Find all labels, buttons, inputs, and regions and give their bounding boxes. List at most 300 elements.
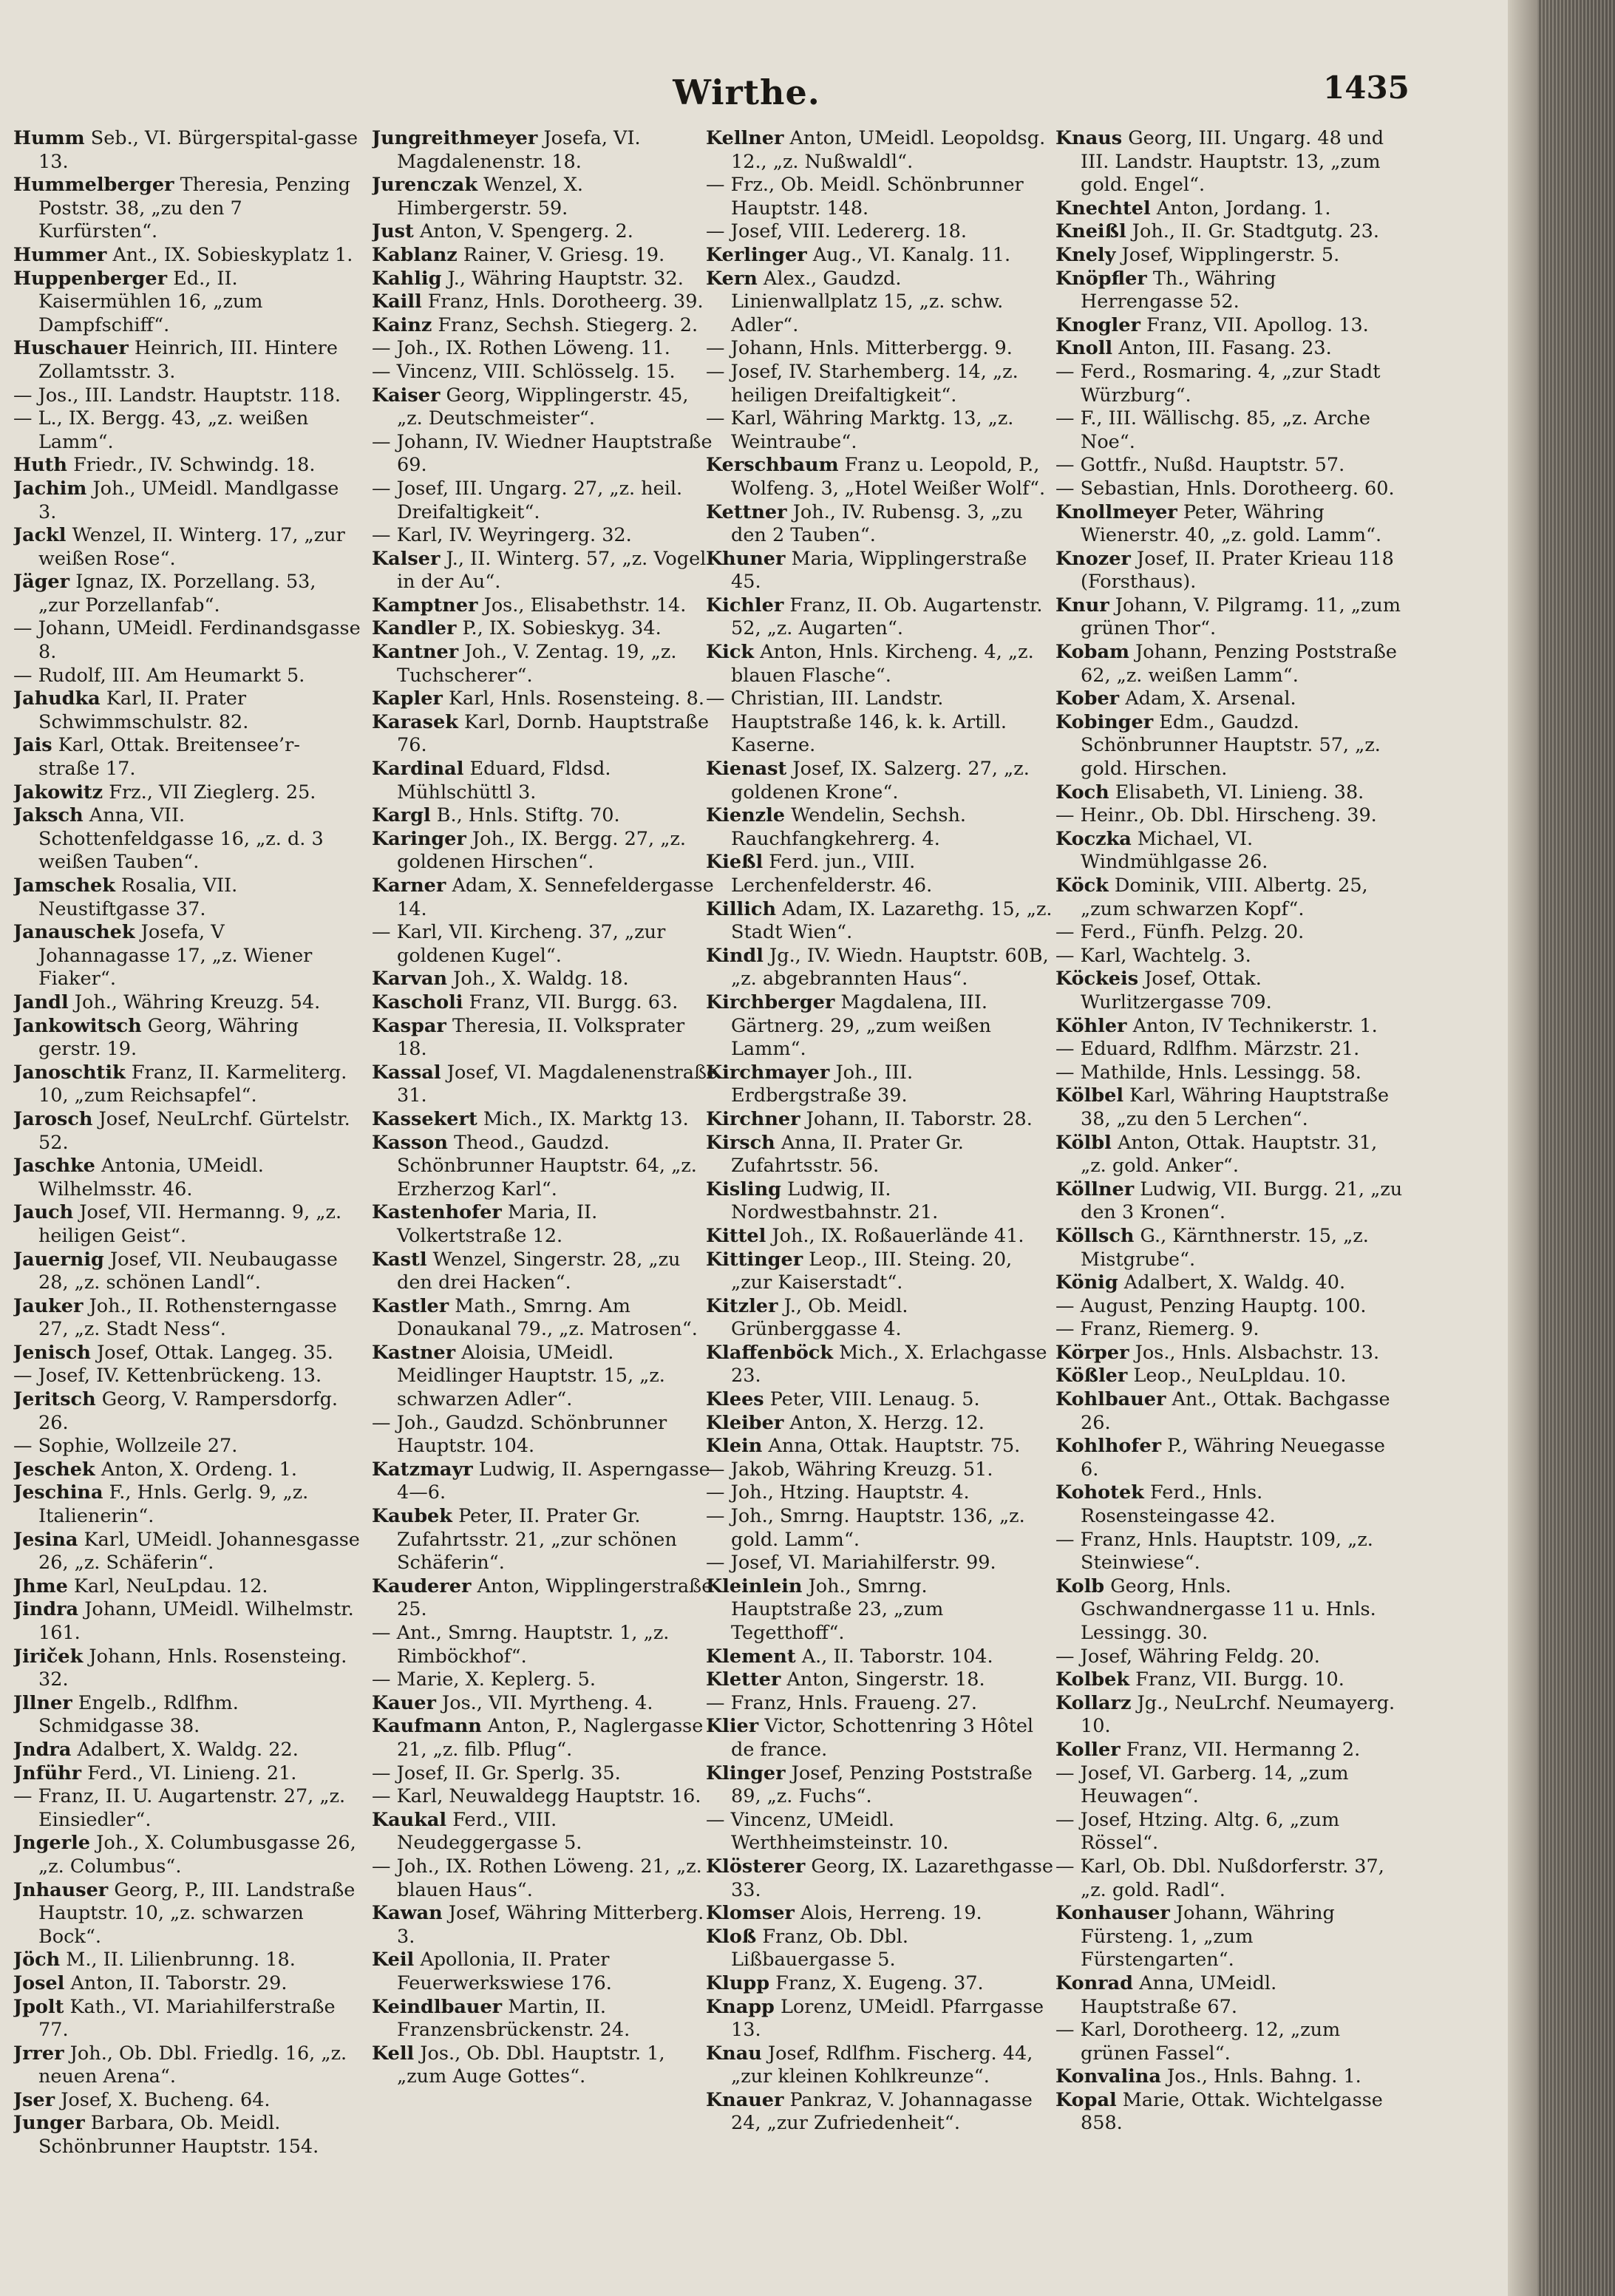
- entry-name: Kolb: [1055, 1575, 1105, 1597]
- directory-entry: [372, 1412, 719, 1458]
- entry-name: Jandl: [13, 991, 69, 1013]
- entry-details: Alex., Gaudzd. Linienwallplatz 15, „z. schw. Adler“.: [731, 267, 1004, 336]
- directory-entry: [1055, 1575, 1403, 1645]
- entry-name: Kittinger: [706, 1248, 803, 1271]
- entry-details: Mich., IX. Marktg 13.: [483, 1107, 689, 1130]
- entry-details: Wenzel, Singerstr. 28, „zu den drei Hacken“.: [397, 1248, 681, 1294]
- entry-details: M., II. Lilienbrunng. 18.: [66, 1949, 296, 1971]
- entry-details: Anton, P., Naglergasse 21, „z. filb. Pflug“.: [397, 1715, 704, 1761]
- entry-details: — Johann, Hnls. Mitterbergg. 9.: [706, 337, 1013, 360]
- entry-details: Karl, Ottak. Breitensee’r-straße 17.: [38, 734, 300, 781]
- entry-details: Anton, Ottak. Hauptstr. 31, „z. gold. Anker“.: [1081, 1131, 1378, 1178]
- directory-entry: [706, 1855, 1053, 1902]
- entry-name: Kirsch: [706, 1131, 775, 1154]
- entry-details: — Karl, Währing Marktg. 13, „z. Weintraube“.: [706, 407, 1014, 453]
- entry-name: Jauernig: [13, 1248, 104, 1271]
- entry-name: Jngerle: [13, 1832, 91, 1855]
- entry-details: Ludwig, II. Nordwestbahnstr. 21.: [731, 1178, 939, 1224]
- entry-name: Huth: [13, 454, 67, 477]
- directory-entry: [372, 361, 719, 384]
- directory-entry: [13, 1598, 361, 1645]
- entry-details: Johann, Währing Fürsteng. 1, „zum Fürstengarten“.: [1081, 1902, 1335, 1971]
- entry-details: B., Hnls. Stiftg. 70.: [436, 804, 620, 827]
- entry-details: Ferd. jun., VIII. Lerchenfelderstr. 46.: [731, 851, 933, 897]
- entry-details: — Eduard, Rdlfhm. Märzstr. 21.: [1055, 1038, 1360, 1061]
- entry-name: Jurenczak: [372, 174, 478, 197]
- directory-entry: [13, 2112, 361, 2159]
- directory-entry: [372, 1855, 719, 1902]
- entry-details: Jos., VII. Myrtheng. 4.: [442, 1691, 653, 1714]
- entry-details: Ant., IX. Sobieskyplatz 1.: [112, 243, 353, 266]
- entry-details: Antonia, UMeidl. Wilhelmsstr. 46.: [38, 1155, 264, 1200]
- entry-name: König: [1055, 1271, 1118, 1294]
- entry-details: Joh., Smrng. Hauptstraße 23, „zum Tegetthoff“.: [731, 1575, 944, 1644]
- entry-details: Joh., Ob. Dbl. Friedlg. 16, „z. neuen Arena“.: [38, 2042, 347, 2088]
- entry-name: Kalser: [372, 547, 441, 570]
- entry-details: — Josef, VI. Mariahilferstr. 99.: [706, 1552, 996, 1575]
- entry-name: Kaill: [372, 291, 422, 313]
- directory-entry: [13, 384, 361, 408]
- entry-name: Kardinal: [372, 758, 464, 781]
- entry-details: Joh., II. Gr. Stadtgutg. 23.: [1132, 220, 1380, 243]
- entry-name: Kern: [706, 267, 758, 290]
- entry-name: Jais: [13, 734, 52, 757]
- entry-details: Theresia, II. Volksprater 18.: [397, 1014, 685, 1061]
- entry-details: Joh., UMeidl. Mandlgasse 3.: [38, 477, 339, 523]
- entry-name: Jahudka: [13, 687, 101, 710]
- entry-name: Karasek: [372, 710, 458, 733]
- directory-entry: [706, 501, 1053, 548]
- entry-details: Lorenz, UMeidl. Pfarrgasse 13.: [731, 1995, 1044, 2042]
- entry-name: Jnführ: [13, 1762, 82, 1784]
- entry-details: — Vincenz, VIII. Schlösselg. 15.: [372, 360, 676, 383]
- entry-details: Adam, IX. Lazarethg. 15, „z. Stadt Wien“.: [731, 897, 1053, 944]
- directory-entry: [13, 1062, 361, 1108]
- entry-details: — Mathilde, Hnls. Lessingg. 58.: [1055, 1061, 1361, 1084]
- entry-name: Huschauer: [13, 337, 129, 360]
- entry-details: Joh., Währing Kreuzg. 54.: [74, 991, 321, 1013]
- entry-name: Knauer: [706, 2088, 784, 2111]
- entry-name: Köckeis: [1055, 968, 1139, 991]
- directory-entry: [1055, 1645, 1403, 1669]
- entry-details: Anton, III. Fasang. 23.: [1118, 337, 1332, 360]
- entry-details: Anton, Hnls. Kircheng. 4, „z. blauen Flasche“.: [731, 641, 1034, 687]
- entry-name: Kaufmann: [372, 1715, 482, 1738]
- entry-details: Franz u. Leopold, P., Wolfeng. 3, „Hotel Weißer Wolf“.: [731, 454, 1046, 500]
- entry-name: Jamschek: [13, 874, 115, 897]
- entry-name: Kerlinger: [706, 243, 807, 266]
- entry-details: Josefa, V Johannagasse 17, „z. Wiener Fiaker“.: [38, 921, 313, 991]
- entry-details: — Jos., III. Landstr. Hauptstr. 118.: [13, 384, 341, 407]
- directory-entry: [706, 2042, 1053, 2089]
- entry-name: Klaffenböck: [706, 1341, 834, 1364]
- column-4: [1055, 127, 1403, 2271]
- entry-name: Janoschtik: [13, 1061, 126, 1084]
- directory-entry: [1055, 641, 1403, 687]
- entry-name: Kaiser: [372, 384, 441, 407]
- entry-name: Kindl: [706, 944, 764, 967]
- entry-name: Jankowitsch: [13, 1014, 142, 1037]
- entry-name: Jeritsch: [13, 1388, 96, 1411]
- directory-entry: [372, 1622, 719, 1668]
- entry-name: Kießl: [706, 851, 764, 874]
- directory-entry: [372, 687, 719, 711]
- entry-details: F., Hnls. Gerlg. 9, „z. Italienerin“.: [38, 1481, 309, 1528]
- entry-details: Anton, X. Ordeng. 1.: [101, 1458, 297, 1481]
- entry-details: Wenzel, X. Himbergerstr. 59.: [397, 174, 583, 220]
- directory-entry: [13, 921, 361, 991]
- entry-details: Johann, Penzing Poststraße 62, „z. weißen Lamm“.: [1081, 641, 1397, 687]
- entry-name: Koczka: [1055, 827, 1132, 850]
- entry-details: Th., Währing Herrengasse 52.: [1081, 267, 1276, 313]
- entry-details: Franz, X. Eugeng. 37.: [775, 1971, 984, 1994]
- directory-entry: [706, 641, 1053, 687]
- directory-entry: [13, 454, 361, 478]
- directory-entry: [706, 1435, 1053, 1458]
- directory-entry: [1055, 268, 1403, 314]
- entry-name: Kargl: [372, 804, 431, 827]
- entry-name: Körper: [1055, 1341, 1129, 1364]
- entry-name: Kainz: [372, 313, 432, 336]
- entry-name: Köllner: [1055, 1178, 1135, 1200]
- entry-details: Ludwig, VII. Burgg. 21, „zu den 3 Kronen“.: [1081, 1178, 1403, 1224]
- entry-details: Peter, II. Prater Gr. Zufahrtsstr. 21, „zur schönen Schäferin“.: [397, 1505, 677, 1575]
- entry-details: Engelb., Rdlfhm. Schmidgasse 38.: [38, 1691, 239, 1738]
- directory-entry: [706, 1225, 1053, 1249]
- entry-details: Josef, Ottak. Langeg. 35.: [97, 1341, 333, 1364]
- entry-name: Kobinger: [1055, 710, 1154, 733]
- entry-details: Anton, Jordang. 1.: [1156, 197, 1331, 220]
- entry-name: Jeschina: [13, 1481, 103, 1504]
- entry-name: Jöch: [13, 1949, 61, 1971]
- directory-entry: [1055, 244, 1403, 268]
- entry-details: Josef, Währing Mitterberg. 3.: [397, 1902, 704, 1948]
- entry-name: Jauch: [13, 1201, 74, 1224]
- directory-entry: [706, 1552, 1053, 1575]
- entry-name: Kablanz: [372, 243, 458, 266]
- entry-details: Marie, Ottak. Wichtelgasse 858.: [1081, 2088, 1383, 2135]
- directory-entry: [372, 991, 719, 1015]
- entry-name: Kell: [372, 2042, 415, 2065]
- entry-details: Barbara, Ob. Meidl. Schönbrunner Hauptstr. 154.: [38, 2112, 319, 2159]
- directory-entry: [706, 1926, 1053, 1972]
- directory-entry: [1055, 874, 1403, 921]
- entry-details: Theresia, Penzing Poststr. 38, „zu den 7 Kurfürsten“.: [38, 174, 350, 243]
- directory-entry: [13, 1832, 361, 1878]
- directory-entry: [1055, 314, 1403, 338]
- directory-entry: [372, 617, 719, 641]
- column-3: [706, 127, 1053, 2271]
- entry-details: Eduard, Fldsd. Mühlschüttl 3.: [397, 758, 611, 804]
- directory-entry: [372, 1201, 719, 1248]
- entry-name: Jesina: [13, 1528, 78, 1551]
- entry-name: Kawan: [372, 1902, 443, 1925]
- directory-entry: [706, 758, 1053, 804]
- directory-entry: [706, 594, 1053, 641]
- directory-entry: [1055, 1902, 1403, 1972]
- directory-entry: [706, 1481, 1053, 1505]
- directory-entry: [1055, 2065, 1403, 2089]
- directory-entry: [1055, 220, 1403, 244]
- entry-details: Joh., X. Waldg. 18.: [453, 968, 629, 991]
- directory-entry: [1055, 1855, 1403, 1902]
- entry-name: Jiriček: [13, 1645, 84, 1668]
- directory-entry: [1055, 828, 1403, 874]
- directory-entry: [1055, 1692, 1403, 1739]
- entry-details: Anton, V. Spengerg. 2.: [419, 220, 633, 243]
- entry-name: Köhler: [1055, 1014, 1127, 1037]
- entry-name: Jrrer: [13, 2042, 64, 2065]
- entry-name: Humm: [13, 127, 85, 149]
- entry-name: Kantner: [372, 641, 459, 664]
- directory-entry: [13, 407, 361, 454]
- directory-entry: [1055, 687, 1403, 711]
- entry-details: Karl, II. Prater Schwimmschulstr. 82.: [38, 687, 249, 733]
- directory-entry: [1055, 1132, 1403, 1178]
- directory-entry: [13, 1879, 361, 1949]
- directory-entry: [372, 431, 719, 478]
- entry-name: Kisling: [706, 1178, 781, 1200]
- directory-entry: [13, 1108, 361, 1155]
- entry-details: — Rudolf, III. Am Heumarkt 5.: [13, 664, 305, 687]
- entry-details: — Johann, UMeidl. Ferdinandsgasse 8.: [13, 617, 361, 664]
- entry-details: — Gottfr., Nußd. Hauptstr. 57.: [1055, 454, 1345, 477]
- entry-details: Pankraz, V. Johannagasse 24, „zur Zufriedenheit“.: [731, 2088, 1033, 2135]
- entry-details: Georg, V. Rampersdorfg. 26.: [38, 1388, 339, 1434]
- entry-details: Jos., Elisabethstr. 14.: [483, 594, 687, 617]
- directory-entry: [706, 687, 1053, 758]
- entry-details: Josef, VI. Magdalenenstraße 31.: [397, 1061, 718, 1107]
- directory-entry: [13, 1785, 361, 1832]
- directory-entry: [372, 828, 719, 874]
- entry-details: Anna, II. Prater Gr. Zufahrtsstr. 56.: [731, 1131, 964, 1178]
- directory-entry: [1055, 1481, 1403, 1528]
- entry-details: Leop., III. Steing. 20, „zur Kaiserstadt“.: [731, 1248, 1013, 1294]
- entry-details: Karl, NeuLpdau. 12.: [73, 1575, 268, 1597]
- entry-name: Kastenhofer: [372, 1201, 502, 1224]
- entry-name: Klein: [706, 1435, 763, 1458]
- entry-name: Knogler: [1055, 313, 1140, 336]
- directory-entry: [706, 174, 1053, 220]
- directory-entry: [13, 524, 361, 571]
- directory-entry: [13, 1645, 361, 1692]
- entry-details: — Franz, II. U. Augartenstr. 27, „z. Einsiedler“.: [13, 1785, 346, 1831]
- directory-entry: [372, 1062, 719, 1108]
- directory-entry: [1055, 921, 1403, 945]
- entry-details: Math., Smrng. Am Donaukanal 79., „z. Matrosen“.: [397, 1294, 698, 1341]
- directory-entry: [372, 268, 719, 291]
- directory-entry: [1055, 1062, 1403, 1085]
- entry-details: — Joh., Htzing. Hauptstr. 4.: [706, 1481, 970, 1504]
- directory-entry: [372, 2042, 719, 2089]
- entry-name: Kauer: [372, 1691, 436, 1714]
- directory-entry: [706, 1132, 1053, 1178]
- entry-name: Jarosch: [13, 1107, 93, 1130]
- directory-entry: [706, 1575, 1053, 1645]
- entry-details: Georg, IX. Lazarethgasse 33.: [731, 1855, 1053, 1901]
- entry-name: Kamptner: [372, 594, 478, 617]
- entry-details: — Christian, III. Landstr. Hauptstraße 146, k. k. Artill. Kaserne.: [706, 687, 1007, 757]
- entry-name: Köck: [1055, 874, 1109, 897]
- entry-details: Georg, Wipplingerstr. 45, „z. Deutschmeister“.: [397, 384, 689, 430]
- entry-details: — Ferd., Rosmaring. 4, „zur Stadt Würzburg“.: [1055, 360, 1381, 407]
- entry-name: Huppenberger: [13, 267, 168, 290]
- directory-entry: [706, 851, 1053, 897]
- directory-entry: [706, 1645, 1053, 1669]
- directory-entry: [706, 1715, 1053, 1762]
- entry-name: Klinger: [706, 1762, 786, 1784]
- directory-entry: [13, 1692, 361, 1739]
- entry-details: — Joh., Gaudzd. Schönbrunner Hauptstr. 104.: [372, 1411, 667, 1458]
- directory-entry: [13, 1342, 361, 1365]
- entry-details: Wendelin, Sechsh. Rauchfangkehrerg. 4.: [731, 804, 967, 850]
- entry-name: Knoll: [1055, 337, 1113, 360]
- directory-entry: [1055, 501, 1403, 548]
- directory-entry: [1055, 1271, 1403, 1295]
- entry-details: Franz, VII. Burgg. 10.: [1135, 1668, 1344, 1691]
- entry-name: Kastner: [372, 1341, 456, 1364]
- entry-details: Joh., IX. Roßauerlände 41.: [772, 1224, 1024, 1247]
- entry-name: Kapler: [372, 687, 443, 710]
- entry-details: — Johann, IV. Wiedner Hauptstraße 69.: [372, 430, 713, 477]
- directory-entry: [13, 1388, 361, 1435]
- entry-name: Jackl: [13, 524, 67, 547]
- entry-details: Apollonia, II. Prater Feuerwerkswiese 176.: [397, 1949, 612, 1994]
- entry-details: Adam, X. Sennefeldergasse 14.: [397, 874, 714, 920]
- directory-entry: [372, 1015, 719, 1062]
- entry-name: Kienast: [706, 758, 787, 781]
- directory-entry: [13, 1435, 361, 1458]
- entry-details: Josef, VII. Hermanng. 9, „z. heiligen Geist“.: [38, 1201, 342, 1247]
- directory-entry: [372, 594, 719, 618]
- entry-details: — Vincenz, UMeidl. Werthheimsteinstr. 10.: [706, 1808, 949, 1855]
- directory-entry: [706, 804, 1053, 851]
- directory-entry: [372, 174, 719, 220]
- entry-details: Josef, Rdlfhm. Fischerg. 44, „zur kleinen Kohlkreunze“.: [731, 2042, 1033, 2088]
- entry-name: Kohotek: [1055, 1481, 1144, 1504]
- entry-name: Koller: [1055, 1738, 1121, 1761]
- directory-entry: [372, 1458, 719, 1505]
- entry-details: Joh., V. Zentag. 19, „z. Tuchscherer“.: [397, 641, 677, 687]
- directory-entry: [706, 1388, 1053, 1412]
- directory-entry: [1055, 594, 1403, 641]
- entry-details: Adalbert, X. Waldg. 22.: [77, 1738, 299, 1761]
- entry-name: Jaschke: [13, 1155, 95, 1178]
- directory-entry: [706, 1809, 1053, 1855]
- directory-entry: [1055, 454, 1403, 478]
- entry-details: Anton, UMeidl. Leopoldsg. 12., „z. Nußwaldl“.: [731, 127, 1046, 173]
- directory-entry: [706, 1762, 1053, 1809]
- directory-entry: [706, 991, 1053, 1062]
- directory-entry: [1055, 1225, 1403, 1271]
- directory-entry: [1055, 548, 1403, 594]
- directory-entry: [706, 1996, 1053, 2042]
- directory-entry: [13, 1996, 361, 2042]
- directory-entry: [706, 454, 1053, 500]
- entry-name: Kirchner: [706, 1107, 800, 1130]
- entry-name: Jpolt: [13, 1995, 64, 2018]
- entry-details: Anton, II. Taborstr. 29.: [70, 1971, 288, 1994]
- entry-name: Kassekert: [372, 1107, 477, 1130]
- entry-name: Klupp: [706, 1971, 770, 1994]
- entry-name: Knechtel: [1055, 197, 1151, 220]
- entry-details: Ferd., VIII. Neudeggergasse 5.: [397, 1808, 582, 1855]
- entry-details: — Karl, VII. Kircheng. 37, „zur goldenen Kugel“.: [372, 921, 666, 967]
- entry-name: Jenisch: [13, 1341, 91, 1364]
- entry-name: Klier: [706, 1715, 759, 1738]
- entry-name: Köllsch: [1055, 1224, 1135, 1247]
- entry-details: Elisabeth, VI. Linieng. 38.: [1115, 781, 1364, 804]
- entry-name: Jnhauser: [13, 1878, 109, 1901]
- entry-details: Georg, P., III. Landstraße Hauptstr. 10, „z. schwarzen Bock“.: [38, 1878, 356, 1948]
- entry-name: Knely: [1055, 243, 1116, 266]
- entry-name: Kölbl: [1055, 1131, 1112, 1154]
- page-number: 1435: [1323, 69, 1410, 106]
- directory-entry: [706, 1178, 1053, 1225]
- entry-name: Karvan: [372, 968, 447, 991]
- entry-name: Jllner: [13, 1691, 72, 1714]
- entry-details: Johann, II. Taborstr. 28.: [806, 1107, 1033, 1130]
- directory-entry: [1055, 1318, 1403, 1342]
- directory-entry: [13, 665, 361, 688]
- entry-details: Anna, Ottak. Hauptstr. 75.: [768, 1435, 1021, 1458]
- directory-entry: [1055, 1342, 1403, 1365]
- directory-entry: [706, 361, 1053, 407]
- entry-details: — Sophie, Wollzeile 27.: [13, 1435, 238, 1458]
- entry-name: Knaus: [1055, 127, 1123, 149]
- directory-entry: [13, 687, 361, 734]
- entry-name: Kettner: [706, 500, 787, 523]
- entry-name: Kaspar: [372, 1014, 446, 1037]
- directory-entry: [372, 548, 719, 594]
- directory-entry: [372, 1715, 719, 1762]
- entry-details: — Karl, IV. Weyringerg. 32.: [372, 524, 632, 547]
- entry-details: Franz, Ob. Dbl. Lißbauergasse 5.: [731, 1925, 908, 1971]
- entry-details: Friedr., IV. Schwindg. 18.: [73, 454, 316, 477]
- entry-details: Johann, V. Pilgramg. 11, „zum grünen Thor“.: [1081, 594, 1401, 640]
- entry-details: Frz., VII Zieglerg. 25.: [109, 781, 316, 804]
- directory-entry: [13, 1575, 361, 1599]
- directory-entry: [706, 1062, 1053, 1108]
- entry-name: Jakowitz: [13, 781, 103, 804]
- entry-name: Knau: [706, 2042, 762, 2065]
- entry-name: Kascholi: [372, 991, 463, 1013]
- entry-details: — F., III. Wällischg. 85, „z. Arche Noe“.: [1055, 407, 1370, 453]
- directory-entry: [1055, 1365, 1403, 1388]
- entry-details: Victor, Schottenring 3 Hôtel de france.: [731, 1715, 1034, 1761]
- entry-details: Georg, Währing gerstr. 19.: [38, 1014, 299, 1061]
- entry-name: Kassal: [372, 1061, 441, 1084]
- directory-entry: [13, 571, 361, 617]
- entry-name: Konrad: [1055, 1971, 1133, 1994]
- entry-name: Koch: [1055, 781, 1109, 804]
- entry-details: Johann, Hnls. Rosensteing. 32.: [38, 1645, 347, 1691]
- directory-entry: [1055, 1435, 1403, 1481]
- entry-name: Kerschbaum: [706, 454, 839, 477]
- directory-entry: [1055, 711, 1403, 781]
- entry-details: Adam, X. Arsenal.: [1125, 687, 1296, 710]
- entry-name: Just: [372, 220, 414, 243]
- entry-details: A., II. Taborstr. 104.: [801, 1645, 993, 1668]
- column-1: [13, 127, 361, 2271]
- directory-entry: [1055, 1972, 1403, 2019]
- entry-details: Ed., II. Kaisermühlen 16, „zum Dampfschiff“.: [38, 267, 263, 336]
- directory-entry: [13, 1762, 361, 1786]
- entry-details: — Heinr., Ob. Dbl. Hirscheng. 39.: [1055, 804, 1377, 827]
- entry-details: J., Ob. Meidl. Grünberggasse 4.: [731, 1294, 908, 1341]
- directory-entry: [1055, 1295, 1403, 1319]
- entry-name: Kneißl: [1055, 220, 1126, 243]
